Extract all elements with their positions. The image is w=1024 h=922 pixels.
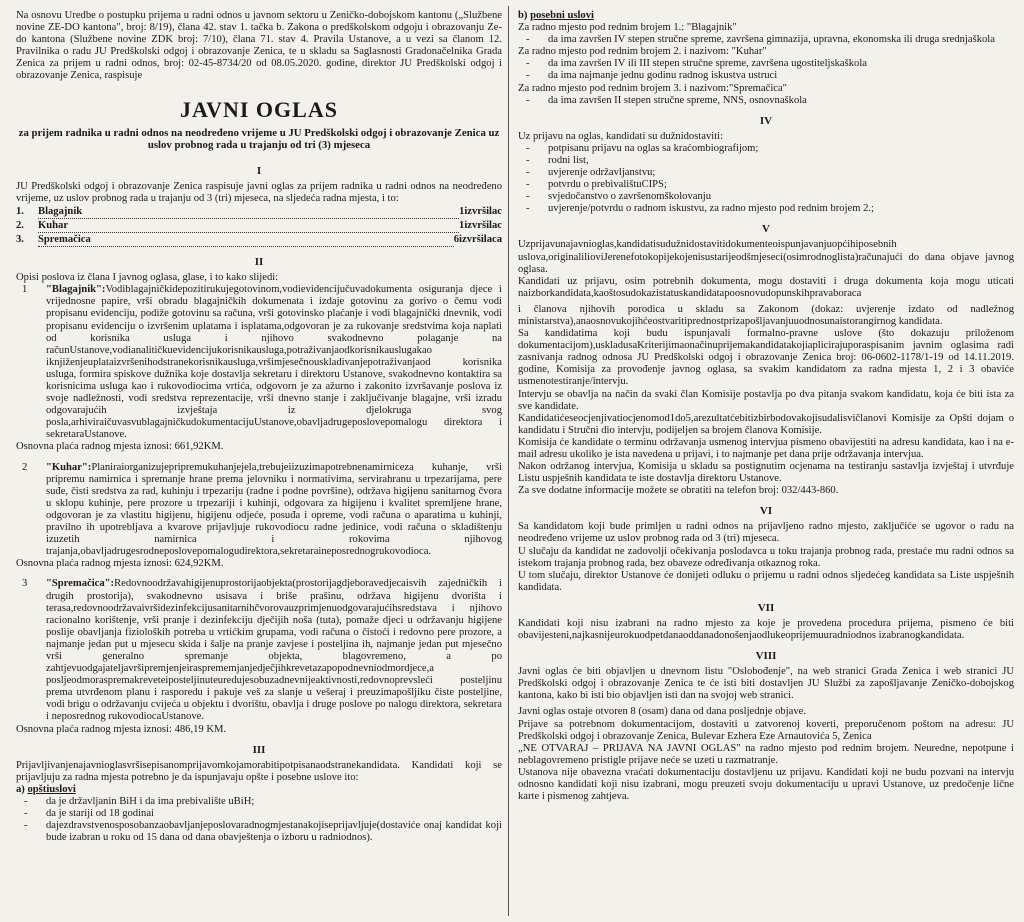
section-heading-3: III [252,743,266,756]
section-heading-5: V [762,223,770,236]
salary-line: Osnovna plaća radnog mjesta iznosi: 661,92KM. [16,441,224,453]
section-heading-7: VII [757,601,775,614]
section-heading-6: VI [759,505,773,518]
paragraph: U tom slučaju, direktor Ustanove će donijeti odluku o prijemu u radni odnos sljedećeg kandidata sa Liste uspješnih kandidata. [518,569,1014,593]
subsection-title: opštiuslovi [27,783,76,795]
list-item: - da ima završen IV stepen stručne spreme, završena gimnazija, upravna, ekonomska ili druga srednjaškola [526,34,995,46]
job-row [16,206,502,220]
item-label: "Spremačica": [46,578,115,590]
item-text: Planiraiorganizujepripremukuhanjejela,trebujeiizuzimapotrebnenamirniceza kuhanje, vrši pripremu namirnica i spremanje hrane prema jelovniku i normativima, servirahranu u trpezarijama, pere suđe, čisti sredstva za rad, kuhinju i trpezariju (radne i podne površine), održava higijenu sanitarnog čvora u sklopu kuhinje, pere prozore u trpezariji i kuhinji, odgovara za higijenu i kvalitet spremljene hrane, odgovoran je za vlastitu higijenu, higijenu odjeće, posuđa i opreme, vodi računa o aparatima u kuhinji, pravilno ih upotrebljava a kvarove prijavljuje rukovodiocu radne jedinice, vodi računa o skladištenju izuzetih namirnica i rokovima njihovog trajanja,obavljadrugesrodneposlovepomalogudirektora,sekretaraineposrednogrukovodioca. [46,461,502,558]
section-heading-1: I [256,165,262,178]
job-row [16,220,502,234]
group-heading: Za radno mjesto pod rednim brojem 2. i nazivom: "Kuhar" [518,46,767,58]
salary-line: Osnovna plaća radnog mjesta iznosi: 624,92KM. [16,558,224,570]
job-count: 6izvršilaca [453,233,502,245]
intro-paragraph: Na osnovu Uredbe o postupku prijema u radni odnos u javnom sektoru u Zeničko-dobojskom kantonu („Službene novine ZE-DO kantona", broj: 8/19), člana 42. stav 1. tačka b. Zakona o predškolskom odgoju i obrazovanju Ze-do kantona (Službene novine ZDK broj: 7/10), člana 71. stav 4. Pravila Ustanove, a u vezi sa članom 12. Pravilnika o radu JU Predškolski odgoj i obrazovanje Zenica, te u skladu sa Saglasnosti Gradonačelnika Grada Zenica za prijem u radni odnos, broj: 02-45-8734/20 od 08.05.2020. godine, direktor JU Predškolski odgoj i obrazovanje Zenica, raspisuje [16,10,502,82]
list-item: - potpisanu prijavu na oglas sa kraćombiografijom; [526,142,759,154]
paragraph: Kandidati uz prijavu, osim potrebnih dokumenta, mogu dostaviti i druga dokumenta koja mogu uticati naizborkandidata,kaoštosudokazistatuskandidatapoosnovudopunskihpravaboraca [518,275,1014,299]
page-title: JAVNI OGLAS [180,96,338,122]
item-number: 3 [22,578,28,590]
list-item: - uvjerenje/potvrdu o radnom iskustvu, za radno mjesto pod rednim brojem 2.; [526,203,874,215]
right-column [518,10,1014,918]
item-label: "Kuhar": [46,461,92,473]
list-item: - potvrdu o prebivalištuCIPS; [526,179,667,191]
job-number: 2. [16,219,24,231]
section-heading-8: VIII [755,650,777,663]
paragraph: „NE OTVARAJ – PRIJAVA NA JAVNI OGLAS" na radno mjesto pod rednim brojem. Neuredne, nepotpune i neblagovremeno pristigle prijave neće se uzeti u razmatranje. [518,742,1014,766]
job-name: Spremačica [38,234,454,247]
job-list [16,206,502,249]
paragraph: Ustanova nije obavezna vraćati dokumentaciju dostavljenu uz prijavu. Kandidati koji ne budu pozvani na intervju odnosno kandidati koji nisu izabrani, mogu preuzeti svoju dokumentaciju u upravi Ustanove, uz predočenje lične karte i pismenog zahtjeva. [518,766,1014,803]
list-item: - da je državljanin BiH i da ima prebivalište uBiH; [24,795,255,807]
item-label: "Blagajnik": [46,284,106,296]
item-text: Vodiblagajničkidepozitirukujegotovinom,vodievidencijučuvadokumenta osiguranja djece i vrijednosne papire, vrši obradu blagajničkih dokumenata i izdaje gotovinu za gorivo o čemu vodi propisanu evidenciju, podiže gotovinu sa računa, vrši gotovinsko plaćanje i vodi blagajnički dnevnik, vodi propisanu evidenciju o izvršenim uplatama i isplatama,odgovoran je za rukovanje sredstvima koja naplati od korisnika usluga i njihovo svakodnevno polaganje na računUstanove,vodianalitičkuevidencijukorisnikausluga,potraživanjaodkorisnikauslugakao iknjiženjeuplataizvršenihodstranekorisnikausluga,vršimjesečnouskladivanjepotraživanjaod korisnika usluga, formira spiskove dužnika koje dostavlja sekretaru i direktoru Ustanove, svakodnevno kontaktira sa korisnicima usluga kao i rukovodiocima vrtića, odgovorn je za ažurno i zakonito izvršavanje poslova iz svoje nadležnosti, vodi sredstva reprezentacije, vrši dnevno stanje i zaključivanje blagajne, vrši izradu odgovarajućih izvještaja iz djelokruga svog posla,arhiviraičuvasvublagajničkudokumentacijuUstanove,obavljadrugeposlovepomalogu direktora i sekretaraUstanove. [46,284,502,441]
paragraph: Intervju se obavlja na način da svaki član Komisije postavlja po dva pitanja svakom kandidatu, koja će biti ista za sve kandidate. [518,388,1014,412]
subsection-label: b) [518,10,528,21]
list-item: - uvjerenje održavljanstvu; [526,167,656,179]
paragraph: Prijave sa potrebnom dokumentacijom, dostaviti u zatvorenoj koverti, preporučenom poštom na adresu: JU Predškolski odgoj i obrazovanje Zenica, Bulevar Ezhera Eze Arnautovića 5, Zenica [518,718,1014,742]
job-number: 1. [16,205,24,217]
item-text: Redovnoodržavahigijenuprostorijaobjekta(prostorijagdjeboravedjecaisvih zajedničkih i drugih prostorija), svakodnevno usisava i briše prašinu, održava higijenu dvorišta i terasa,redovnoodržavaivršidezinfekcijusanitarnihčvorovauzprimjenuodgovarajućihsredstava i njihovo racionalno korištenje, vrši pranje i dezinfekciju dječijih noša (tuta), pomaže djeci u održavanju higijene poslije obavljanja fizioloških potreba u vrtićkim grupama, vodi računa o čistoći i redovno pere prozore, a najmanje jedan put u mjesecu skida i šalje na pranje zavjese i posteljina ih, najmanje jedan put mjesečno vrši generalno spremanje objekta, blagovremeno, a po zahtjevuodgajateljavršipremjenjeirasprememjanjedječjihkrevetazapopodnevniodmordjece,a posljeodmoraspremakreveteiposteljinuteuredujesobuzadnevnijeaktivnosti,redovnoprevsleći posteljinu prema utvrđenom planu i rasporedu i pakuje veš za slanje u vešeraj i preuzimapošljiku čiste posteljine, vodi brigu o održavanju cvijeća u objektu i dvorištu, obavlja i druge poslove po nalogu direktora, sekretara i neposrednog rukovodiocaUstanove. [46,578,502,723]
job-description-3 [16,578,502,723]
paragraph: Sa kandidatom koji bude primljen u radni odnos na prijavljeno radno mjesto, zaključiće se ugovor o radu na neodređeno vrijeme uz uslov probnog rada od 3 (tri) mjeseca. [518,521,1014,545]
list-item: - da ima najmanje jednu godinu radnog iskustva ustruci [526,70,778,82]
page-subtitle: za prijem radnika u radni odnos na neodređeno vrijeme u JU Predškolski odgoj i obrazovanje Zenica uz uslov probnog rada u trajanju od tri (3) mjeseca [18,126,500,151]
subsection-title: posebni uslovi [530,10,594,21]
section-heading-2: II [254,256,264,269]
paragraph: Kandidatićeseocjenjivatiocjenomod1do5,arezultatćebitizbirbodovakojisudalisvičlanovi Komisije za Opšti dojam o kandidatu i Stručni dio intervju, podijeljen sa brojem članova Komisije. [518,412,1014,436]
paragraph: Sa kandidatima koji budu ispunjavali formalno-pravne uslove (što dokazuju priloženom dokumentacijom),uskladusaKriterijimaonačinuprijemakandidatakojiaplicirajuporaspisanim javnim oglasima radi zasnivanja radnog odnosa JU Predškolski odgoj i obrazovanje Zenica broj: 06-0602-1178/1-19 od 14.11.2019. godine, Komisija za provođenje javnog oglasa, sa svakim kandidatom za radna mjesta 1, 2 i 3 obaviće usmenotestiranje/intervju. [518,328,1014,388]
job-description-2 [16,462,502,559]
job-count: 1izvršilac [459,219,502,231]
section-3-text: Prijavljivanjenajavnioglasvršisepisanomprijavomkojamorabitipotpisanaodstranekandidata. Kandidati koji se prijavljuju za radna mjesta potrebno je da ispunjavaju opšte i posebne uslove ito: [16,759,502,783]
list-item: - da ima završen II stepen stručne spreme, NNS, osnovnaškola [526,94,807,106]
subsection-label: a) [16,783,25,795]
paragraph: Javni oglas će biti objavljen u dnevnom listu "Oslobođenje", na web stranici Grada Zenica i web stranici JU Predškolski odgoj i obrazovanje Zenica te će isti biti dostavljen JU Službi za zapošljavanje Zeničko-dobojskog kantona, kako bi isti bio objavljen isti dan na svojoj web stranici. [518,666,1014,702]
paragraph: Javni oglas ostaje otvoren 8 (osam) dana od dana posljednje objave. [518,706,807,718]
column-divider [508,6,509,916]
paragraph: U slučaju da kandidat ne zadovolji očekivanja poslodavca u toku trajanja probnog rada, prestaće mu radni odnos sa istekom trajanja probnog rada, bez obaveze određivanja otkaznog roka. [518,545,1014,569]
paragraph: Kandidati koji nisu izabrani na radno mjesto za koje je provedena procedura prijema, pismeno će biti obavijesteni,najkasnijeurokuodpetdanaoddanadonošenjaodlukeoprijemuuradniodnos izabranogkandidata. [518,617,1014,642]
group-heading: Za radno mjesto pod rednim brojem 1.: "Blagajnik" [518,22,737,34]
paragraph: Nakon održanog intervjua, Komisija u skladu sa postignutim ocjenama na testiranju sastavlja izvještaj i utvrđuje Listu uspješnih kandidata te iste dostavlja direktoru Ustanove. [518,461,1014,485]
list-item: - da ima završen IV ili III stepen stručne spreme, završena ugostiteljskaškola [526,58,867,70]
paragraph: i članova njihovih porodica u skladu sa Zakonom (dokaz: uvjerenje izdato od nadležnog ministarstva),anaosnovukojihćeostvaritiprednostprizapošljavanjuuodnosunaistorangirnog kandidata. [518,303,1014,327]
section-heading-4: IV [759,114,773,127]
section-4-intro: Uz prijavu na oglas, kandidati su dužnidostaviti: [518,130,724,142]
item-number: 1 [22,284,28,296]
section-1-text: JU Predškolski odgoj i obrazovanje Zenica raspisuje javni oglas za prijem radnika u radni odnos na neodređeno vrijeme, uz uslov probnog rada u trajanju od 3 (tri) mjeseca, na sljedeća radna mjesta, i to: [16,181,502,205]
paragraph: Komisija će kandidate o terminu održavanja usmenog intervjua pismeno obavijestiti na adresu kandidata, kao i na e-mail adresu ukoliko je ista navedena u prijavi, i to najmanje pet dana prije održavanja intervjua. [518,436,1014,460]
list-item: - da je stariji od 18 godinai [24,808,154,820]
item-number: 2 [22,461,28,473]
job-number: 3. [16,233,24,245]
paragraph: Za sve dodatne informacije možete se obratiti na telefon broj: 032/443-860. [518,485,839,497]
group-heading: Za radno mjesto pod rednim brojem 3. i nazivom:"Spremačica" [518,82,788,94]
job-name: Kuhar [38,220,459,233]
job-description-1 [16,284,502,441]
list-item: - rodni list, [526,154,589,166]
salary-line: Osnovna plaća radnog mjesta iznosi: 486,19 KM. [16,723,227,735]
list-item: - svjedočanstvo o završenomškolovanju [526,191,711,203]
job-name: Blagajnik [38,206,459,219]
paragraph: Uzprijavunajavnioglas,kandidatisudužnidostavitidokumenteoispunjavanjuopćihiposebnih uslova,originalilioviJerenefotokopijekojenisustarijeodšmjeseci(osimrodnoglista)računajući do dana objave javnog oglasa. [518,239,1014,275]
job-row [16,234,502,248]
job-count: 1izvršilac [459,205,502,217]
section-2-intro: Opisi poslova iz člana I javnog oglasa, glase, i to kako slijedi: [16,272,279,284]
left-column [16,10,502,918]
list-item: - dajezdravstvenosposobanzaobavljanjeposlovaradnogmjestanakojiseprijavljuje(dostaviće onaj kandidat koji bude izabran u roku od 15 dana od dana obavještenja o izboru u radniodnos). [24,820,502,844]
